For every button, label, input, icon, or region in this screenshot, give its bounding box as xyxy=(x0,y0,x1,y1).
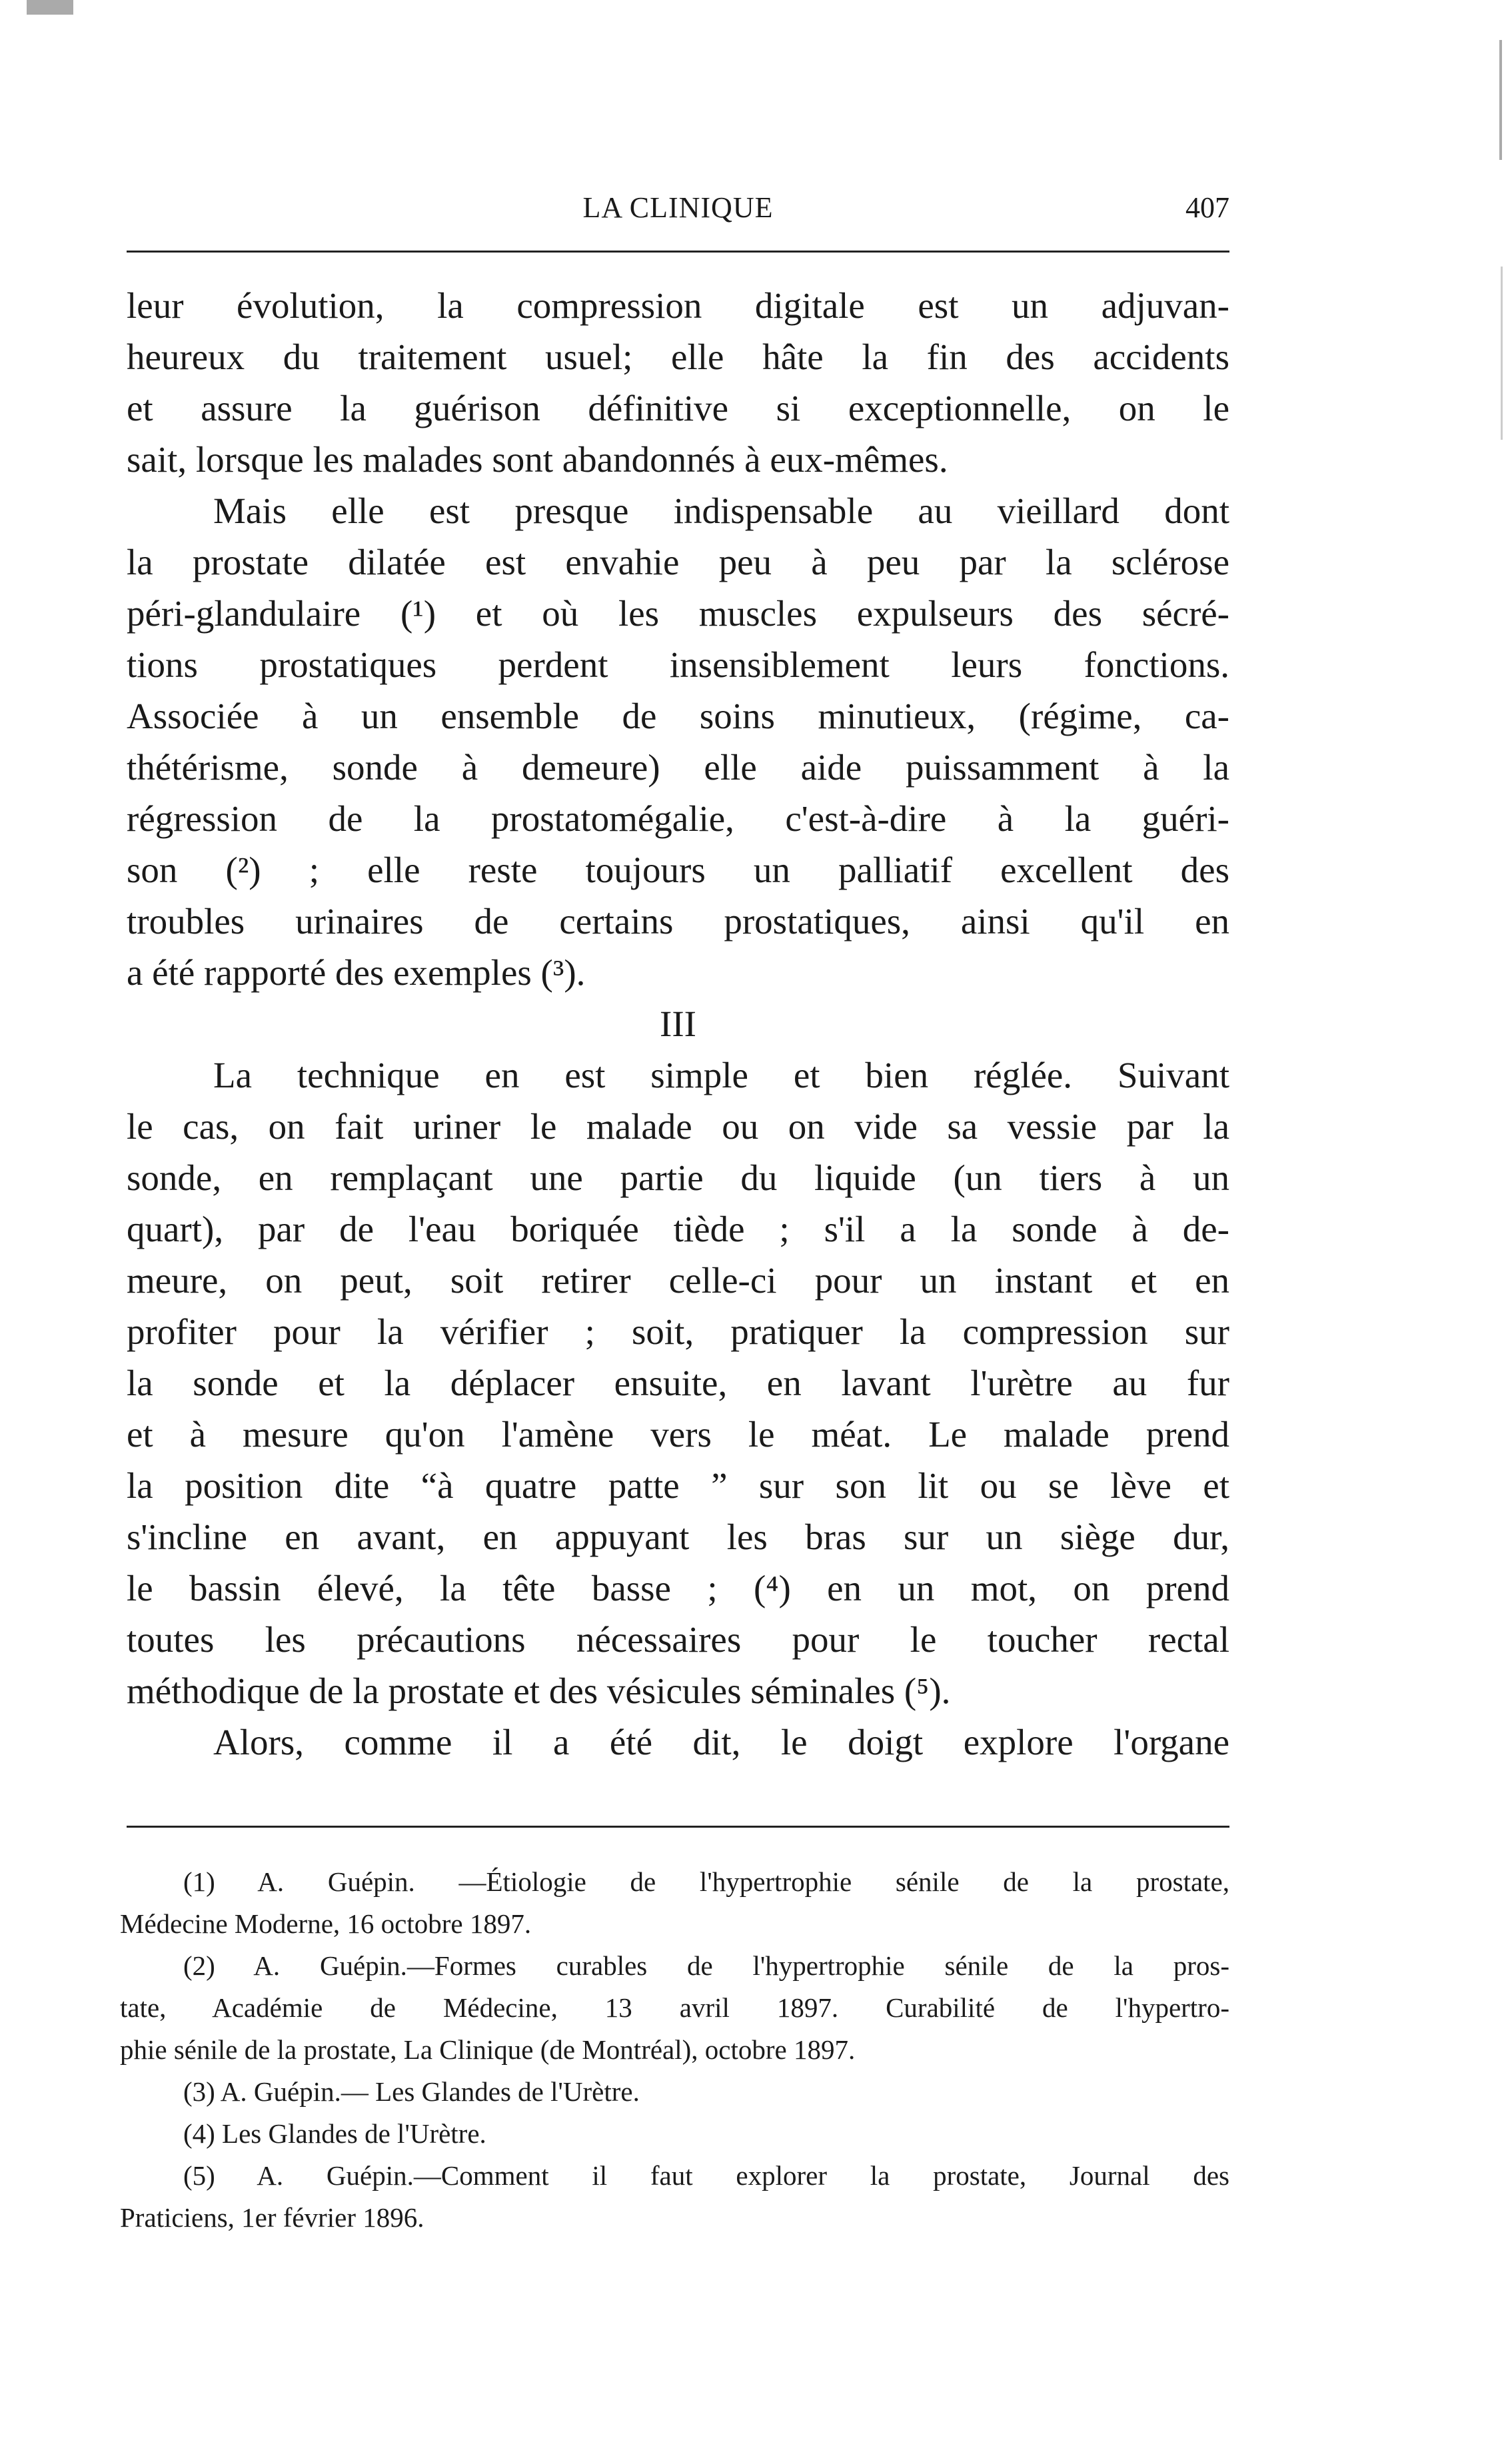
footnote-line: Praticiens, 1er février 1896. xyxy=(120,2202,424,2233)
main-text xyxy=(127,280,1229,1768)
page-number: 407 xyxy=(1185,191,1229,224)
text-line: son (²) ; elle reste toujours un palliatif excellent des xyxy=(127,850,1229,890)
text-line: la prostate dilatée est envahie peu à peu par la sclérose xyxy=(127,542,1229,582)
text-line: régression de la prostatomégalie, c'est-à-dire à la guéri- xyxy=(127,798,1229,839)
text-line: quart), par de l'eau boriquée tiède ; s'il a la sonde à de- xyxy=(127,1209,1229,1249)
text-line: le cas, on fait uriner le malade ou on vide sa vessie par la xyxy=(127,1106,1229,1147)
text-line: profiter pour la vérifier ; soit, pratiquer la compression sur xyxy=(127,1311,1229,1352)
footnotes xyxy=(120,1861,1229,2239)
margin-mark xyxy=(1501,267,1503,440)
text-line: sait, lorsque les malades sont abandonnés à eux-mêmes. xyxy=(127,439,948,480)
text-line: leur évolution, la compression digitale est un adjuvan- xyxy=(127,285,1229,326)
header-rule xyxy=(127,251,1229,253)
footnote-line: phie sénile de la prostate, La Clinique (de Montréal), octobre 1897. xyxy=(120,2034,856,2065)
footnote-line: (2) A. Guépin.—Formes curables de l'hypertrophie sénile de la pros- xyxy=(183,1950,1229,1981)
text-line: Alors, comme il a été dit, le doigt explore l'organe xyxy=(213,1722,1229,1762)
text-line: toutes les précautions nécessaires pour le toucher rectal xyxy=(127,1619,1229,1660)
footnote-line: Médecine Moderne, 16 octobre 1897. xyxy=(120,1908,532,1939)
text-line: thétérisme, sonde à demeure) elle aide puissamment à la xyxy=(127,747,1229,788)
text-line: troubles urinaires de certains prostatiques, ainsi qu'il en xyxy=(127,901,1229,941)
footnote-line: (5) A. Guépin.—Comment il faut explorer la prostate, Journal des xyxy=(183,2160,1229,2191)
text-line: Associée à un ensemble de soins minutieux, (régime, ca- xyxy=(127,696,1229,736)
footnote-line: (3) A. Guépin.— Les Glandes de l'Urètre. xyxy=(183,2076,640,2107)
journal-title: LA CLINIQUE xyxy=(582,191,774,224)
footnote-line: tate, Académie de Médecine, 13 avril 1897. Curabilité de l'hypertro- xyxy=(120,1992,1229,2023)
text-line: la sonde et la déplacer ensuite, en lavant l'urètre au fur xyxy=(127,1363,1229,1403)
text-line: Mais elle est presque indispensable au vieillard dont xyxy=(213,490,1229,531)
scan-mark xyxy=(27,0,73,15)
text-line: La technique en est simple et bien réglée. Suivant xyxy=(213,1055,1229,1095)
text-line: tions prostatiques perdent insensiblement leurs fonctions. xyxy=(127,644,1229,685)
footnote-rule xyxy=(127,1826,1229,1828)
text-line: a été rapporté des exemples (³). xyxy=(127,952,586,993)
text-line: heureux du traitement usuel; elle hâte la fin des accidents xyxy=(127,336,1229,377)
text-line: méthodique de la prostate et des vésicules séminales (⁵). xyxy=(127,1670,951,1711)
text-line: péri-glandulaire (¹) et où les muscles expulseurs des sécré- xyxy=(127,593,1229,634)
text-line: sonde, en remplaçant une partie du liquide (un tiers à un xyxy=(127,1157,1229,1198)
text-line: le bassin élevé, la tête basse ; (⁴) en un mot, on prend xyxy=(127,1568,1229,1608)
section-heading: III xyxy=(660,1003,696,1044)
footnote-line: (1) A. Guépin. —Étiologie de l'hypertrophie sénile de la prostate, xyxy=(183,1866,1229,1897)
text-line: meure, on peut, soit retirer celle-ci pour un instant et en xyxy=(127,1260,1229,1301)
text-line: et assure la guérison définitive si exceptionnelle, on le xyxy=(127,388,1229,428)
text-line: s'incline en avant, en appuyant les bras sur un siège dur, xyxy=(127,1517,1229,1557)
text-line: la position dite “à quatre patte ” sur son lit ou se lève et xyxy=(127,1465,1229,1506)
margin-mark xyxy=(1499,40,1502,160)
running-header xyxy=(127,191,1229,231)
footnote-line: (4) Les Glandes de l'Urètre. xyxy=(183,2118,486,2149)
text-line: et à mesure qu'on l'amène vers le méat. Le malade prend xyxy=(127,1414,1229,1455)
